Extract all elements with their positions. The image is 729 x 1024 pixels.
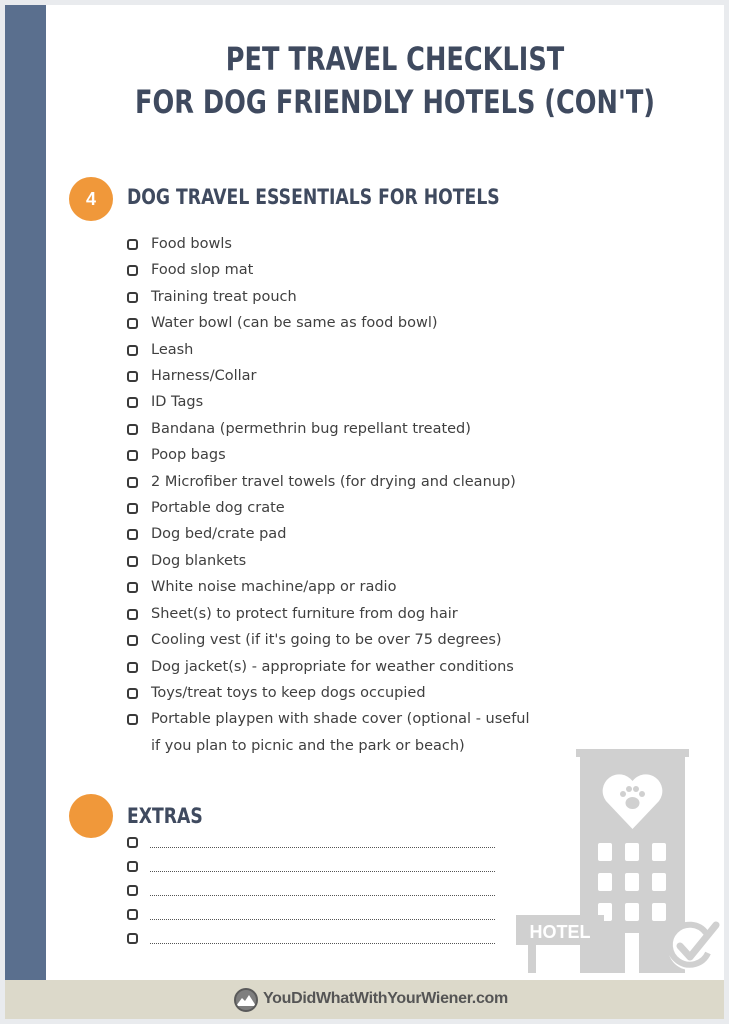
checklist-item (126, 416, 530, 442)
checklist-item (126, 310, 530, 336)
checklist-item (126, 389, 530, 415)
extras-heading: EXTRAS (127, 804, 203, 828)
checkbox[interactable] (127, 265, 138, 276)
checklist-item-label: ID Tags (151, 394, 204, 411)
checkbox[interactable] (127, 635, 138, 646)
checklist-item (126, 601, 530, 627)
footer-site-link[interactable]: YouDidWhatWithYourWiener.com (263, 990, 508, 1007)
checklist-item (126, 627, 530, 653)
checklist-item-label: if you plan to picnic and the park or beach) (151, 737, 465, 754)
checkbox[interactable] (127, 477, 138, 488)
checklist-item-label: Training treat pouch (151, 288, 297, 305)
checklist-item (126, 706, 530, 732)
checkbox[interactable] (127, 837, 138, 848)
checklist-item-label: Cooling vest (if it's going to be over 75 degrees) (151, 632, 502, 649)
checkbox[interactable] (127, 714, 138, 725)
checkbox[interactable] (127, 239, 138, 250)
checklist-item-label: Dog bed/crate pad (151, 526, 287, 543)
checkbox[interactable] (127, 609, 138, 620)
page-title (131, 38, 659, 124)
footer-bar (5, 980, 724, 1019)
check-circle-icon (668, 925, 716, 970)
checkbox[interactable] (127, 885, 138, 896)
checklist-item (126, 363, 530, 389)
checklist-item (126, 257, 530, 283)
checkbox[interactable] (127, 424, 138, 435)
mountain-logo-icon (234, 988, 258, 1012)
checklist-item-label: Poop bags (151, 447, 226, 464)
checkbox[interactable] (127, 582, 138, 593)
write-in-line[interactable] (150, 919, 495, 920)
checklist-item (126, 231, 530, 257)
checkbox[interactable] (127, 662, 138, 673)
checklist-item-label: Food slop mat (151, 262, 254, 279)
checklist-item (126, 733, 530, 759)
checklist-page (5, 5, 724, 1019)
checklist-item (126, 495, 530, 521)
write-in-line[interactable] (150, 847, 495, 848)
title-line-2: FOR DOG FRIENDLY HOTELS (CON'T) (135, 83, 655, 121)
checklist-item-label: 2 Microfiber travel towels (for drying and cleanup) (151, 473, 516, 490)
checklist-item (126, 442, 530, 468)
checklist-item (126, 469, 530, 495)
checkbox[interactable] (127, 318, 138, 329)
checklist-item (126, 337, 530, 363)
checklist-item-label: White noise machine/app or radio (151, 579, 397, 596)
checkbox[interactable] (127, 450, 138, 461)
checklist-item-label: Food bowls (151, 236, 232, 252)
write-in-line[interactable] (150, 895, 495, 896)
checkbox[interactable] (127, 292, 138, 303)
checklist-item-label: Portable dog crate (151, 500, 285, 517)
checklist-item (126, 548, 530, 574)
checklist-item-label: Dog blankets (151, 552, 247, 569)
checklist-item-label: Dog jacket(s) - appropriate for weather conditions (151, 658, 514, 675)
write-in-line[interactable] (150, 943, 495, 944)
section-number-badge: 4 (69, 177, 113, 221)
checklist-item (126, 654, 530, 680)
hotel-illustration (510, 743, 720, 973)
checklist-item-label: Leash (151, 341, 194, 358)
checkbox[interactable] (127, 688, 138, 699)
title-line-1: PET TRAVEL CHECKLIST (225, 40, 565, 78)
section-heading: DOG TRAVEL ESSENTIALS FOR HOTELS (127, 185, 500, 209)
checklist-item-label: Bandana (permethrin bug repellant treated) (151, 420, 471, 437)
checklist-item-label: Sheet(s) to protect furniture from dog hair (151, 605, 458, 622)
checkbox[interactable] (127, 909, 138, 920)
checklist-item (126, 680, 530, 706)
checklist-item (126, 574, 530, 600)
checkbox[interactable] (127, 503, 138, 514)
checklist-item (126, 284, 530, 310)
write-in-line[interactable] (150, 871, 495, 872)
checkbox[interactable] (127, 556, 138, 567)
checkbox[interactable] (127, 371, 138, 382)
checklist-item-label: Portable playpen with shade cover (optional - useful (151, 711, 530, 728)
extras-badge (69, 794, 113, 838)
checklist-item-label: Harness/Collar (151, 368, 257, 385)
checkbox[interactable] (127, 345, 138, 356)
side-accent-bar (5, 5, 46, 980)
checklist-item-label: Toys/treat toys to keep dogs occupied (151, 684, 426, 701)
checkbox[interactable] (127, 529, 138, 540)
checklist-item (126, 521, 530, 547)
checklist-item-label: Water bowl (can be same as food bowl) (151, 315, 438, 332)
checkbox[interactable] (127, 397, 138, 408)
essentials-checklist (126, 231, 530, 759)
checkbox[interactable] (127, 933, 138, 944)
checkbox[interactable] (127, 861, 138, 872)
hotel-sign-text: HOTEL (529, 922, 591, 942)
